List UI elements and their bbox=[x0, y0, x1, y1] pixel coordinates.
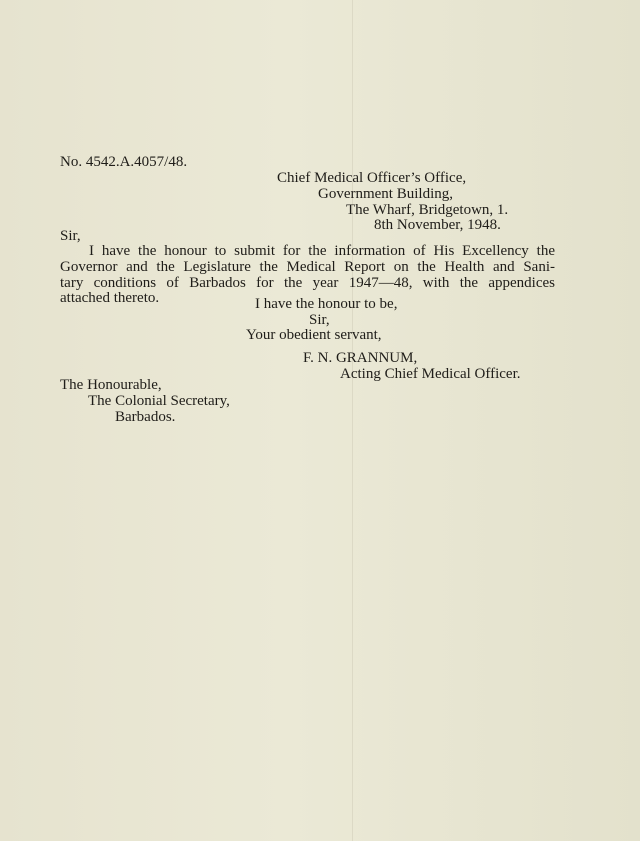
signature-name: F. N. GRANNUM, bbox=[303, 350, 418, 366]
closing-line-2: Sir, bbox=[309, 312, 330, 328]
letter-date: 8th November, 1948. bbox=[374, 217, 501, 233]
recipient-line-3: Barbados. bbox=[115, 409, 176, 425]
body-line-1: I have the honour to submit for the information of His Excellency the bbox=[89, 243, 555, 259]
sender-address-line-1: Chief Medical Officer’s Office, bbox=[277, 170, 467, 186]
sender-address-line-3: The Wharf, Bridgetown, 1. bbox=[346, 202, 509, 218]
body-line-2: Governor and the Legislature the Medical Report on the Health and Sani- bbox=[60, 259, 555, 275]
sender-address-line-2: Government Building, bbox=[318, 186, 453, 202]
closing-line-3: Your obedient servant, bbox=[246, 327, 382, 343]
recipient-line-1: The Honourable, bbox=[60, 377, 162, 393]
page-fold bbox=[352, 0, 353, 841]
closing-line-1: I have the honour to be, bbox=[255, 296, 398, 312]
reference-number: No. 4542.A.4057/48. bbox=[60, 154, 188, 170]
body-line-4: attached thereto. bbox=[60, 290, 160, 306]
signature-title: Acting Chief Medical Officer. bbox=[340, 366, 521, 382]
body-line-3: tary conditions of Barbados for the year 1947—48, with the appendices bbox=[60, 275, 555, 291]
salutation: Sir, bbox=[60, 228, 81, 244]
recipient-line-2: The Colonial Secretary, bbox=[88, 393, 230, 409]
